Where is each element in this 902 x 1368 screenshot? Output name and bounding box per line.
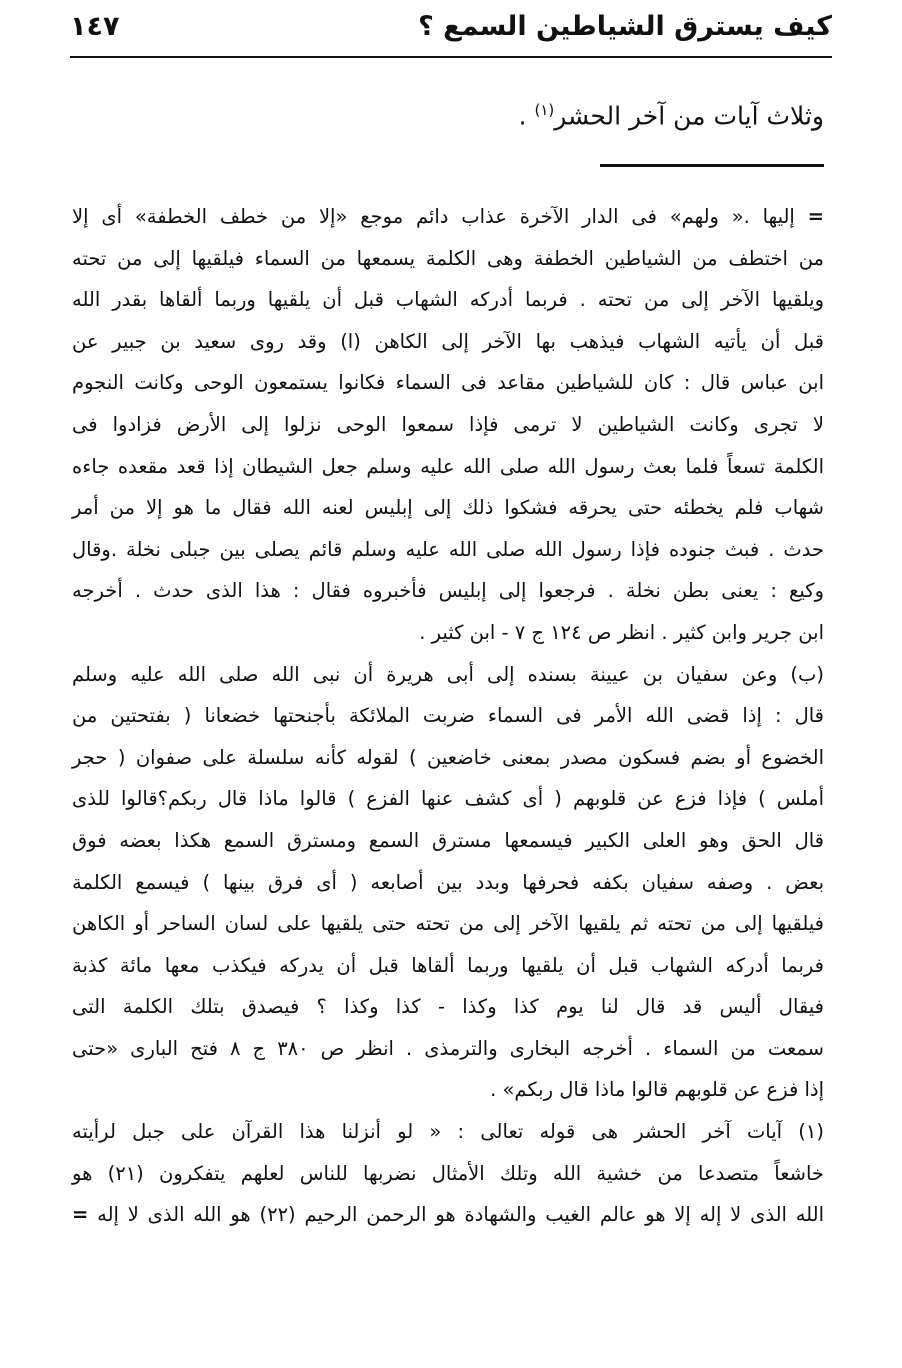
note-line: فيلقيها إلى من تحته ثم يلقيها الآخر إلى من تحته حتى يلقيها على لسان الساحر أو الكاهن	[72, 912, 824, 936]
footnote-reference: (١)	[534, 101, 555, 119]
main-text-body: وثلاث آيات من آخر الحشر	[554, 101, 824, 131]
footnote-rule	[600, 164, 824, 167]
header-rule	[70, 56, 832, 58]
note-line: لا تجرى وكانت الشياطين لا ترمى فإذا سمعوا الوحى نزلوا إلى الأرض فزادوا فى	[72, 412, 824, 436]
note-line: الكلمة تسعاً فلما بعث رسول الله صلى الله عليه وسلم جعل الشيطان إذا قعد مقعده جاءه	[72, 454, 824, 478]
note-line: فيقال أليس قد قال لنا يوم كذا وكذا - كذا وكذا ؟ فيصدق بتلك الكلمة التى	[72, 995, 824, 1019]
note-line: ابن جرير وابن كثير . انظر ص ١٢٤ ج ٧ - ابن كثير .	[419, 620, 824, 644]
page-header	[70, 4, 832, 48]
note-line: فربما أدركه الشهاب قبل أن يلقيها وربما ألقاها قبل أن يدركه فيكذب معها مائة كذبة	[72, 953, 824, 977]
note-line: قال الحق وهو العلى الكبير فيسمعها مسترق السمع ومسترق السمع هكذا بعضه فوق	[72, 828, 824, 852]
note-line: أملس ) فإذا فزع عن قلوبهم ( أى كشف عنها الفزع ) قالوا ماذا قال ربكم؟قالوا للذى	[72, 787, 824, 811]
main-text-end: .	[518, 101, 535, 131]
continuation-mark: =	[807, 205, 825, 228]
page-number: ١٤٧	[70, 10, 120, 42]
running-title: كيف يسترق الشياطين السمع ؟	[418, 10, 832, 42]
note-line: قبل أن يأتيه الشهاب فيذهب بها الآخر إلى الكاهن (ا) وقد روى سعيد بن جبير عن	[72, 329, 824, 353]
note-line: = إليها .« ولهم» فى الدار الآخرة عذاب دائم موجع «إلا من خطف الخطفة» أى إلا	[72, 205, 825, 228]
footnotes	[72, 196, 824, 1236]
note-line: ابن عباس قال : كان للشياطين مقاعد فى السماء فكانوا يستمعون الوحى وكانت النجوم	[72, 371, 824, 395]
note-line: إذا فزع عن قلوبهم قالوا ماذا قال ربكم» .	[490, 1078, 824, 1102]
note-line: سمعت من السماء . أخرجه البخارى والترمذى . انظر ص ٣٨٠ ج ٨ فتح البارى «حتى	[72, 1036, 824, 1060]
note-line: حدث . فبث جنوده فإذا رسول الله صلى الله عليه وسلم قائم يصلى بين جبلى نخلة .وقال	[72, 537, 824, 561]
note-line: ويلقيها الآخر إلى من تحته . فربما أدركه الشهاب قبل أن يلقيها وربما ألقاها بقدر الله	[72, 288, 824, 312]
note-line: وكيع : يعنى بطن نخلة . فرجعوا إلى إبليس فأخبروه فقال : هذا الذى حدث . أخرجه	[72, 579, 824, 603]
note-line: الله الذى لا إله إلا هو عالم الغيب والشهادة هو الرحمن الرحيم (٢٢) هو الله الذى لا إله =	[72, 1203, 824, 1227]
note-line: قال : إذا قضى الله الأمر فى السماء ضربت الملائكة بأجنحتها خضعانا ( بفتحتين من	[72, 704, 824, 728]
note-line: بعض . وصفه سفيان بكفه فحرفها وبدد بين أصابعه ( أى فرق بينها ) فيسمع الكلمة	[72, 870, 824, 894]
note-line: (ب) وعن سفيان بن عيينة بسنده إلى أبى هريرة أن نبى الله صلى الله عليه وسلم	[72, 662, 824, 686]
main-text	[100, 86, 824, 140]
note-line: الخضوع أو بضم فسكون مصدر بمعنى خاضعين ) لقوله كأنه سلسلة على صفوان ( حجر	[72, 745, 824, 769]
note-line: خاشعاً متصدعا من خشية الله وتلك الأمثال نضربها للناس لعلهم يتفكرون (٢١) هو	[72, 1161, 824, 1185]
note-line: (١) آيات آخر الحشر هى قوله تعالى : « لو أنزلنا هذا القرآن على جبل لرأيته	[72, 1120, 824, 1144]
note-line: شهاب فلم يخطئه حتى يحرقه فشكوا ذلك إلى إبليس لعنه الله فقال ما هو إلا من أمر	[72, 496, 824, 520]
note-line: من اختطف من الشياطين الخطفة وهى الكلمة يسمعها من السماء فيلقيها إلى من تحته	[72, 246, 824, 270]
continuation-mark: =	[72, 1203, 89, 1227]
